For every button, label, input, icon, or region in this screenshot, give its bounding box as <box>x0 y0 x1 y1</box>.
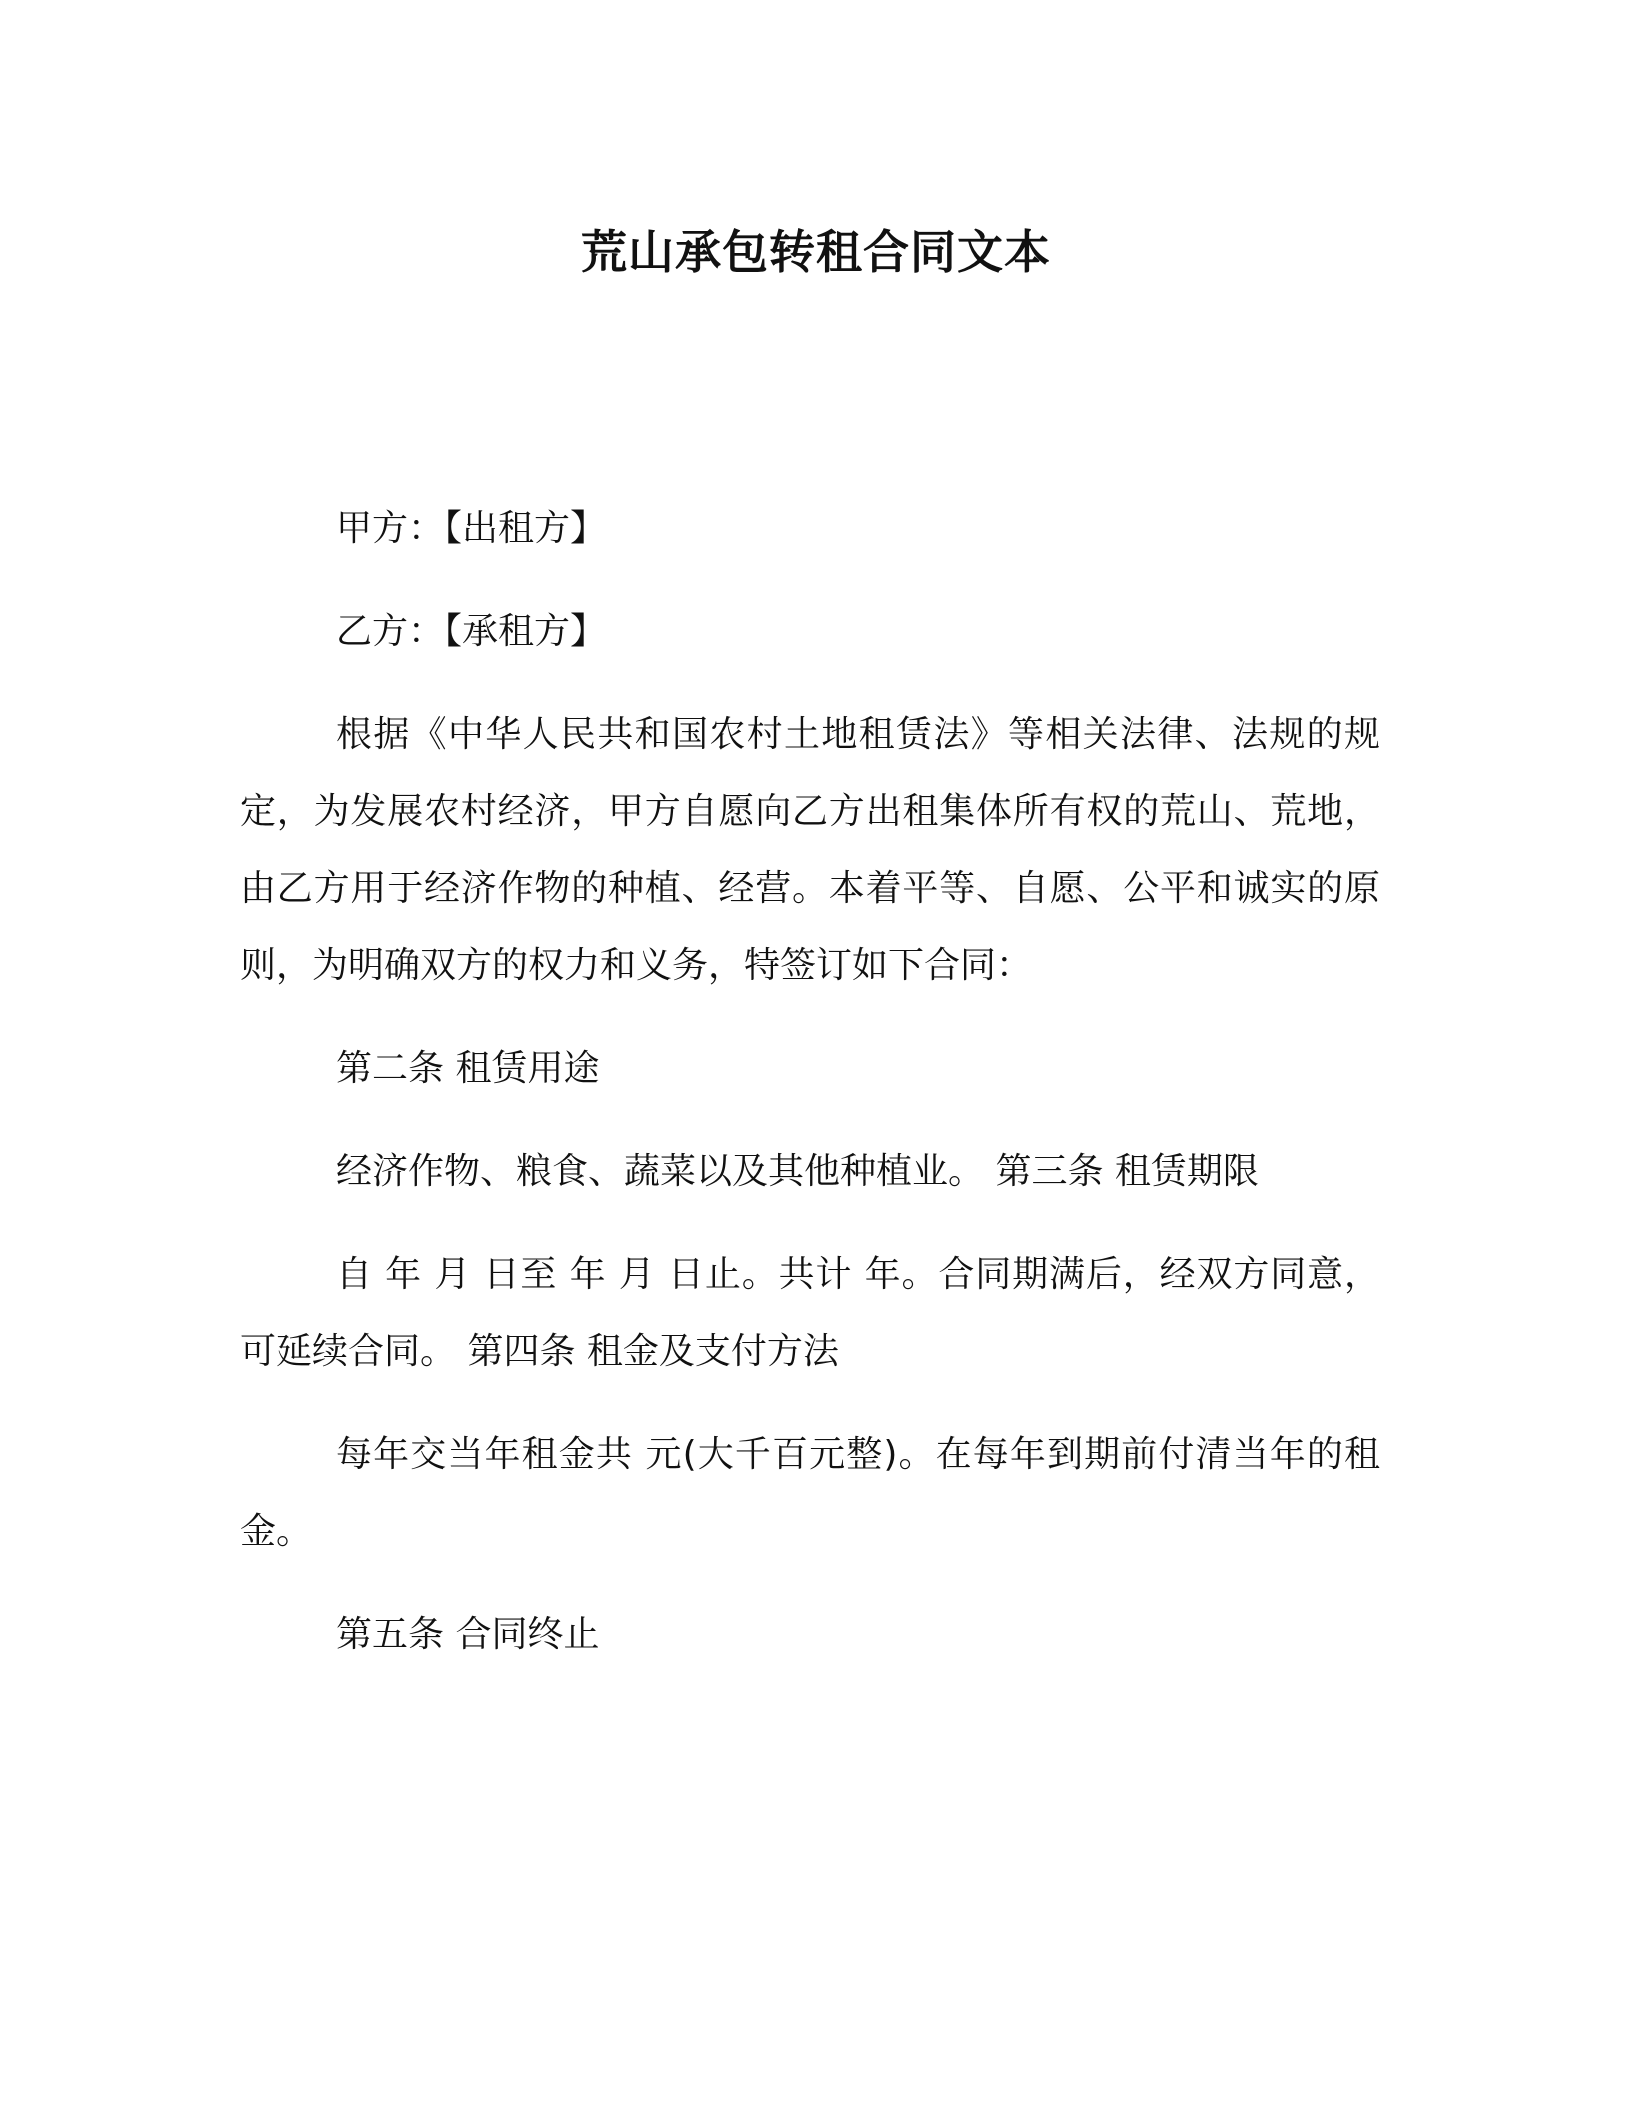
document-title: 荒山承包转租合同文本 <box>581 225 1051 279</box>
article-4-body: 每年交当年租金共 元(大千百元整)。在每年到期前付清当年的租金。 <box>240 1434 1380 1552</box>
article-2-heading: 第二条 租赁用途 <box>336 1048 600 1089</box>
article-3-body: 自 年 月 日至 年 月 日止。共计 年。合同期满后，经双方同意，可延续合同。 第四条 租金及支付方法 <box>240 1254 1380 1372</box>
party-b-line: 乙方：【承租方】 <box>336 611 607 652</box>
document-body <box>240 490 1380 1673</box>
party-a-line: 甲方：【出租方】 <box>336 508 607 549</box>
article-5-heading: 第五条 合同终止 <box>336 1614 600 1655</box>
article-2-body: 经济作物、粮食、蔬菜以及其他种植业。 第三条 租赁期限 <box>336 1151 1259 1192</box>
preamble-paragraph: 根据《中华人民共和国农村土地租赁法》等相关法律、法规的规定，为发展农村经济，甲方自愿向乙方出租集体所有权的荒山、荒地，由乙方用于经济作物的种植、经营。本着平等、自愿、公平和诚实的原则，为明确双方的权力和义务，特签订如下合同： <box>240 714 1380 986</box>
